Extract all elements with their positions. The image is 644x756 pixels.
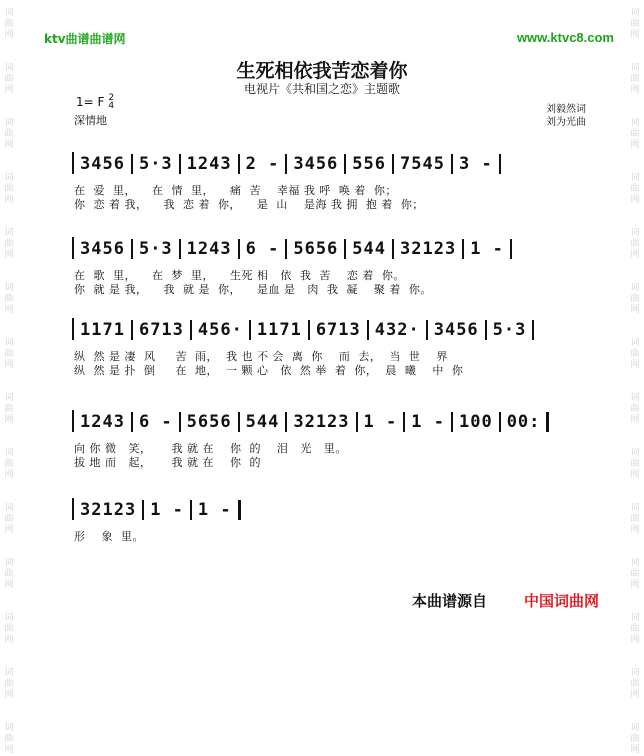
measure: 5·3 [138,154,173,174]
measure: 1171 [256,320,302,340]
watermark-text: 词曲网 [630,63,640,95]
lyricist-credit: 刘毅然词 [546,104,586,115]
site-name-left: ktv曲谱曲谱网 [44,32,126,46]
barline [499,154,501,174]
barline [238,239,240,259]
watermark-text: 词曲网 [4,558,14,590]
watermark-text: 词曲网 [4,393,14,425]
barline [179,154,181,174]
watermark-text: 词曲网 [630,613,640,645]
measure: 5·3 [492,320,527,340]
barline [238,154,240,174]
watermark-text: 词曲网 [630,283,640,315]
measure: 32123 [80,500,137,520]
barline [485,320,487,340]
watermark-text: 词曲网 [630,723,640,755]
watermark-text: 词曲网 [4,63,14,95]
barline [367,320,369,340]
measure: 544 [245,412,280,432]
measure: 3456 [433,320,479,340]
lyric-line: 在 歌 里， 在 梦 里， 生死 相 依 我 苦 恋 着 你。 [74,269,405,282]
key-label: 1= F [76,95,105,109]
watermark-text: 词曲网 [4,613,14,645]
lyric-line: 拔 地 而 起， 我 就 在 你 的 [74,456,261,469]
measure: 00: [506,412,541,432]
barline [392,154,394,174]
notes-row [80,152,507,176]
watermark-text: 词曲网 [630,8,640,40]
measure: 5·3 [138,239,173,259]
barline [190,320,192,340]
measure: 1 - [150,500,184,520]
watermark-text: 词曲网 [630,393,640,425]
notes-row [80,410,555,434]
measure: 3456 [80,239,125,259]
system-bracket [72,152,74,174]
barline [131,412,133,432]
lyric-line: 在 爱 里， 在 情 里， 痛 苦 幸福 我 呼 唤 着 你； [74,184,397,197]
measure: 456· [197,320,243,340]
measure: 432· [374,320,420,340]
time-signature [108,94,114,110]
barline [532,320,534,340]
measure: 32123 [400,239,457,259]
lyric-line: 纵 然 是 扑 倒 在 地， 一 颗 心 依 然 举 着 你， 晨 曦 中 你 [74,364,464,377]
measure: 32123 [293,412,350,432]
system-bracket [72,237,74,259]
lyric-line: 形 象 里。 [74,530,144,543]
measure: 556 [352,154,387,174]
system-bracket [72,498,74,520]
composer-credit: 刘为光曲 [546,117,586,128]
song-subtitle: 电视片《共和国之恋》主题歌 [243,82,400,96]
lyric-line: 你 恋 着 我， 我 恋 着 你， 是 山 是海 我 拥 抱 着 你； [74,198,424,211]
barline [344,239,346,259]
site-url-right: www.ktvc8.com [516,30,614,45]
watermark-text: 词曲网 [630,118,640,150]
measure: 5656 [186,412,232,432]
lyric-line: 你 就 是 我， 我 就 是 你， 是血 是 肉 我 凝 聚 着 你。 [74,283,432,296]
measure: 1 - [411,412,445,432]
barline [131,320,133,340]
measure: 6 - [245,239,280,259]
watermark-text: 词曲网 [630,558,640,590]
barline [462,239,464,259]
barline [499,412,501,432]
barline [308,320,310,340]
watermark-text: 词曲网 [4,283,14,315]
measure: 3 - [458,154,493,174]
watermark-text: 词曲网 [4,503,14,535]
watermark-text: 词曲网 [4,118,14,150]
watermark-text: 词曲网 [4,338,14,370]
watermark-text: 词曲网 [630,173,640,205]
measure: 1 - [363,412,398,432]
tempo-marking: 深情地 [74,114,107,127]
barline [403,412,405,432]
barline [179,412,181,432]
watermark-text: 词曲网 [4,8,14,40]
measure: 7545 [400,154,445,174]
measure: 1 - [197,500,232,520]
watermark-text: 词曲网 [630,448,640,480]
watermark-text: 词曲网 [4,228,14,260]
barline [426,320,428,340]
watermark-text: 词曲网 [630,338,640,370]
watermark-text: 词曲网 [4,723,14,755]
system-bracket [72,410,74,432]
barline [190,500,192,520]
watermark-text: 词曲网 [4,448,14,480]
lyric-line: 向 你 微 笑， 我 就 在 你 的 泪 光 里。 [74,442,347,455]
barline [392,239,394,259]
measure: 1171 [80,320,125,340]
notes-row [80,498,247,522]
notes-row [80,318,540,342]
barline [510,239,512,259]
barline [249,320,251,340]
measure: 1243 [186,239,232,259]
measure: 1243 [80,412,125,432]
measure: 6713 [138,320,184,340]
barline [238,412,240,432]
measure: 100 [458,412,493,432]
measure: 5656 [293,239,339,259]
watermark-text: 词曲网 [630,503,640,535]
watermark-text: 词曲网 [630,228,640,260]
watermark-text: 词曲网 [4,668,14,700]
barline [285,239,287,259]
barline [451,154,453,174]
measure: 3456 [80,154,125,174]
measure: 3456 [293,154,339,174]
measure: 1243 [186,154,232,174]
meter-bottom: 4 [108,101,115,111]
barline [285,154,287,174]
barline [131,154,133,174]
meter-top: 2 [108,93,115,103]
key-signature [76,94,114,110]
source-label: 本曲谱源自 [412,592,488,610]
system-bracket [72,318,74,340]
measure: 6 - [138,412,173,432]
song-title: 生死相依我苦恋着你 [236,60,408,82]
source-name: 中国词曲网 [524,592,600,610]
measure: 544 [352,239,387,259]
watermark-text: 词曲网 [4,173,14,205]
barline [238,500,241,520]
barline [179,239,181,259]
measure: 2 - [245,154,280,174]
measure: 6713 [315,320,361,340]
barline [142,500,144,520]
watermark-text: 词曲网 [630,668,640,700]
notes-row [80,237,518,261]
barline [344,154,346,174]
barline [356,412,358,432]
measure: 1 - [470,239,504,259]
barline [451,412,453,432]
lyric-line: 纵 然 是 凄 风 苦 雨， 我 也 不 会 离 你 而 去， 当 世 界 [74,350,448,363]
barline [131,239,133,259]
barline [546,412,549,432]
barline [285,412,287,432]
